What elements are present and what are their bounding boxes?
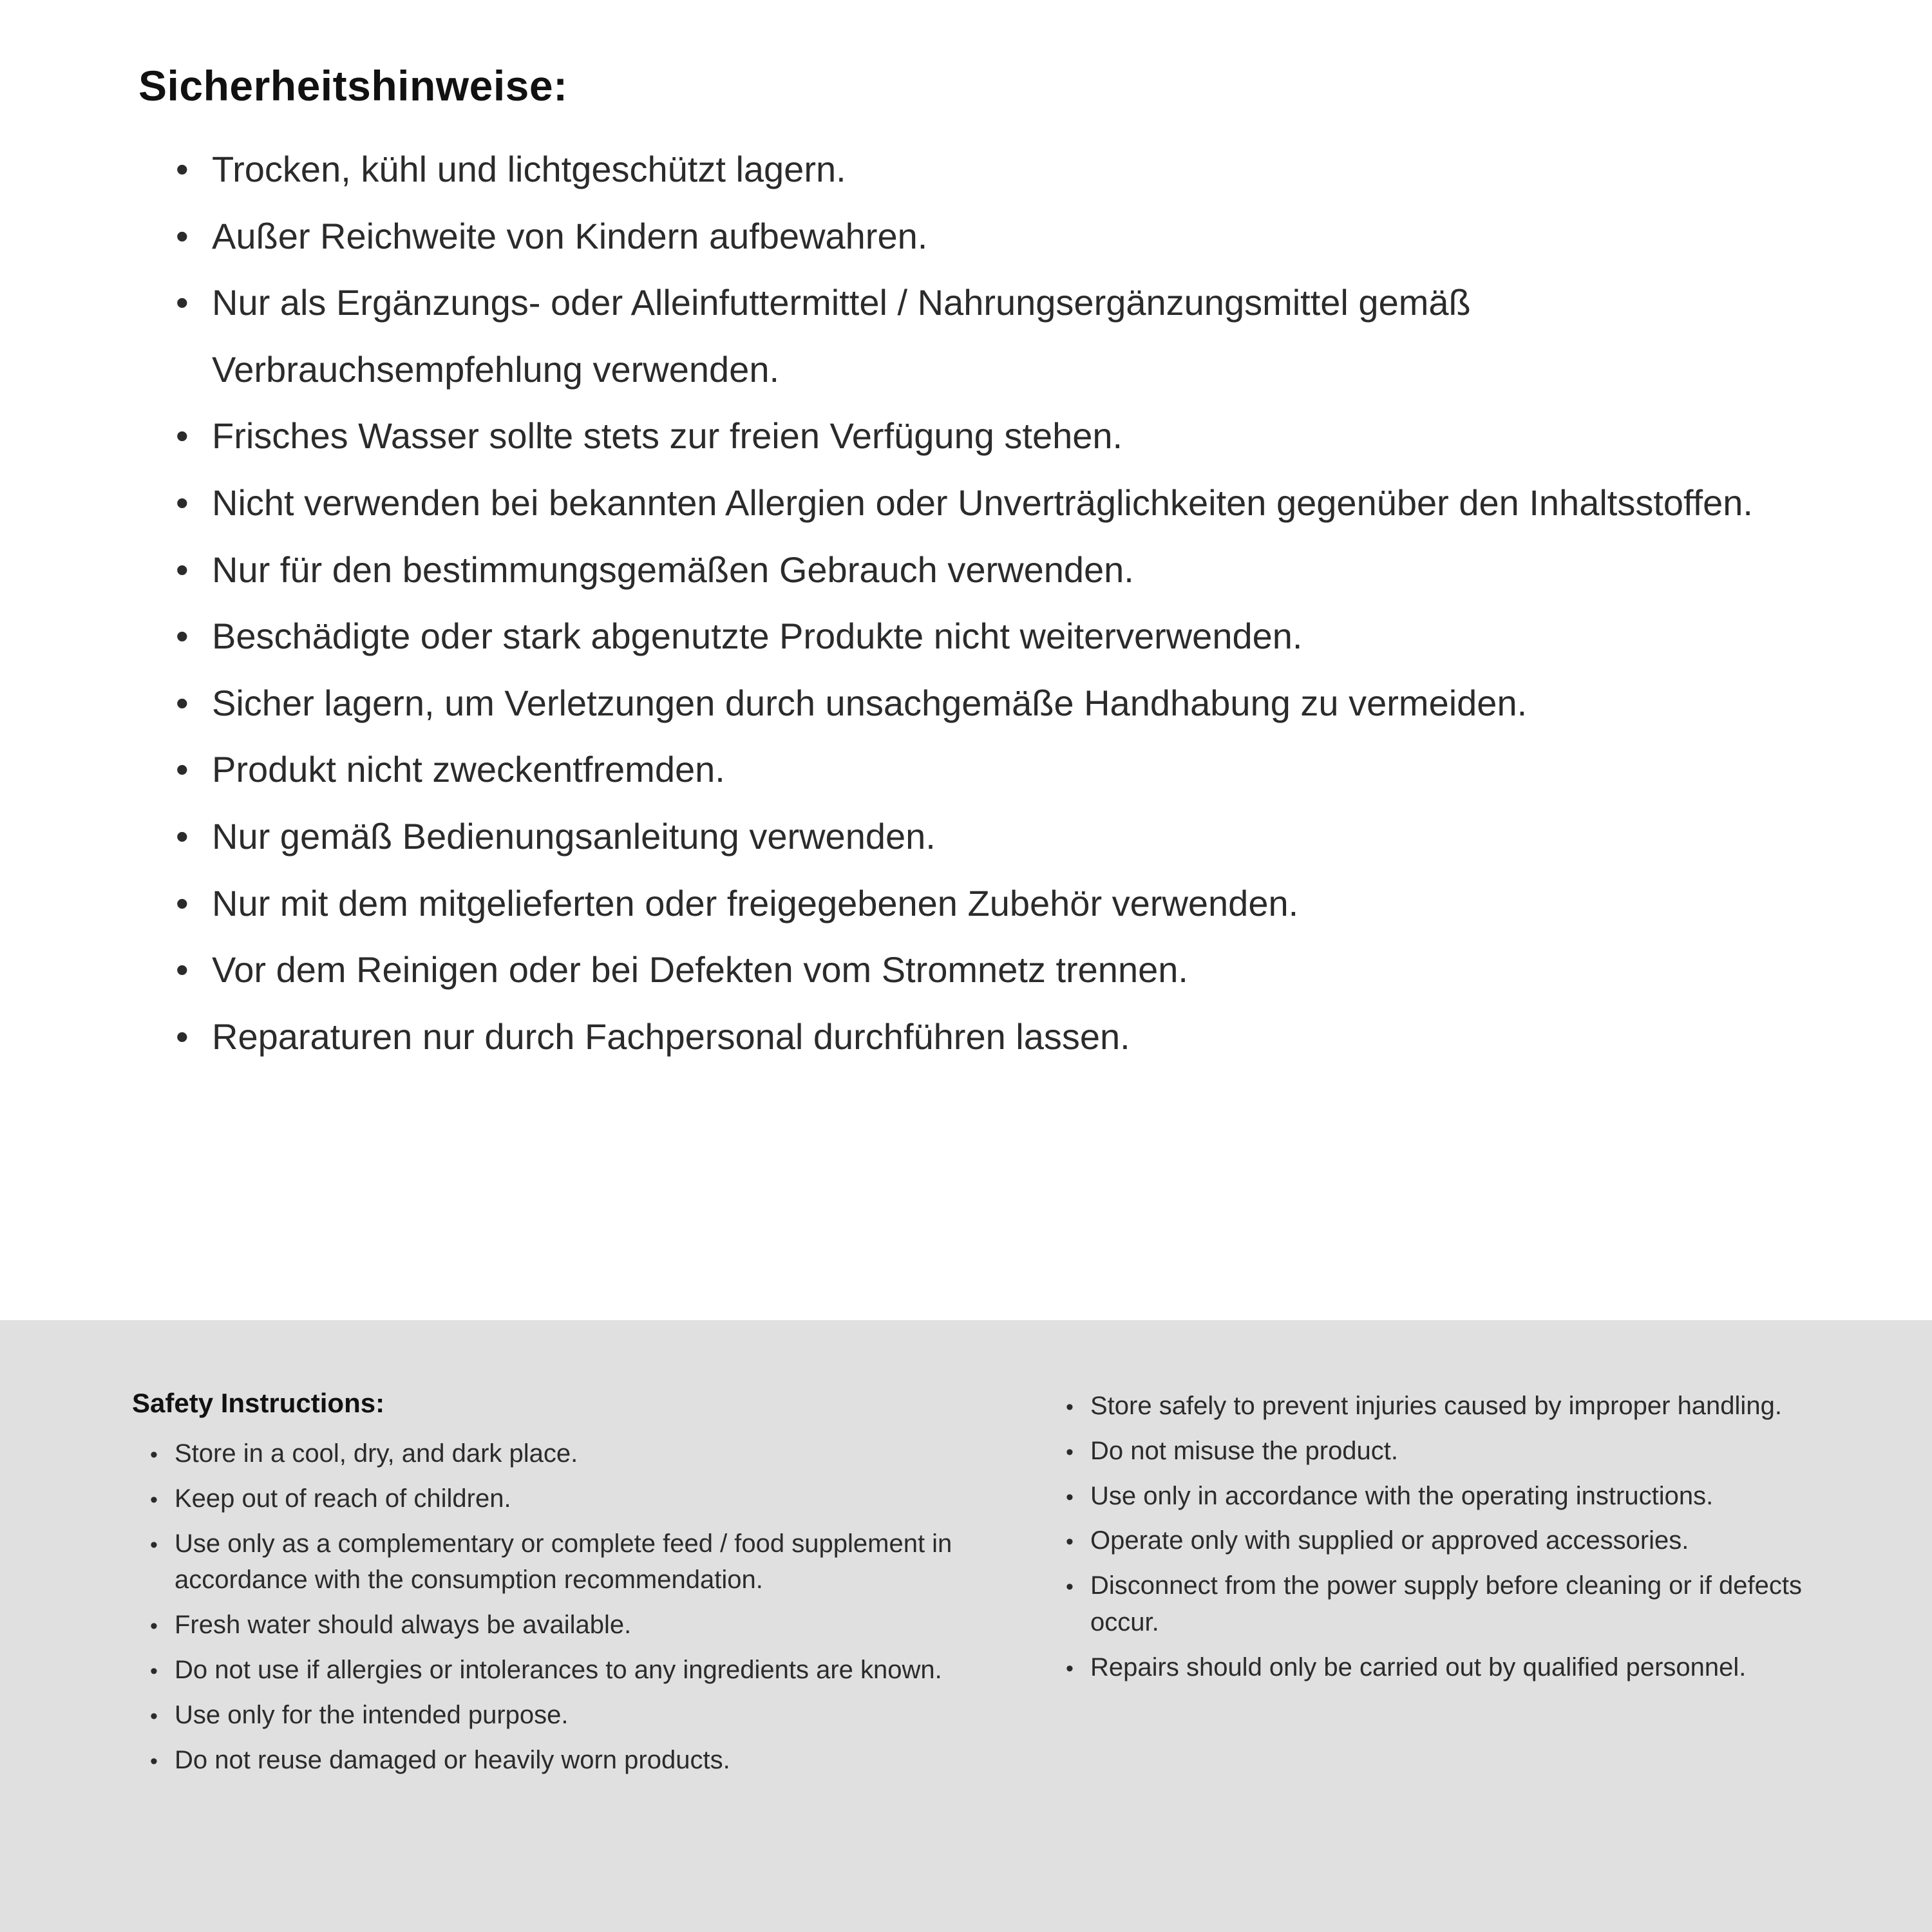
bullet-icon: • bbox=[176, 616, 189, 657]
list-item bbox=[176, 269, 1800, 402]
list-item-text: Sicher lagern, um Verletzungen durch unsachgemäße Handhabung zu vermeiden. bbox=[212, 682, 1528, 723]
list-item bbox=[1066, 1567, 1871, 1641]
bullet-icon: • bbox=[150, 1658, 158, 1683]
list-item-text: Keep out of reach of children. bbox=[175, 1484, 511, 1513]
english-left-column bbox=[132, 1388, 989, 1932]
bullet-icon: • bbox=[1066, 1530, 1074, 1555]
list-item-text: Use only as a complementary or complete feed / food supplement in accordance with the consumption recommendation. bbox=[175, 1529, 952, 1595]
list-item bbox=[1066, 1478, 1871, 1515]
german-section-title: Sicherheitshinweise: bbox=[138, 62, 568, 109]
list-item bbox=[176, 936, 1800, 1003]
list-item bbox=[1066, 1388, 1871, 1425]
bullet-icon: • bbox=[176, 415, 189, 457]
bullet-icon: • bbox=[176, 882, 189, 923]
list-item-text: Nur für den bestimmungsgemäßen Gebrauch verwenden. bbox=[212, 549, 1134, 590]
list-item bbox=[176, 203, 1800, 270]
list-item-text: Nur gemäß Bedienungsanleitung verwenden. bbox=[212, 815, 936, 857]
english-safety-list-left bbox=[132, 1435, 989, 1778]
list-item-text: Außer Reichweite von Kindern aufbewahren. bbox=[212, 215, 928, 256]
bullet-icon: • bbox=[176, 682, 189, 723]
bullet-icon: • bbox=[1066, 1575, 1074, 1600]
list-item bbox=[176, 402, 1800, 469]
bullet-icon: • bbox=[176, 215, 189, 256]
list-item bbox=[176, 1003, 1800, 1070]
list-item bbox=[150, 1697, 989, 1734]
list-item bbox=[1066, 1522, 1871, 1559]
bullet-icon: • bbox=[150, 1443, 158, 1467]
bullet-icon: • bbox=[1066, 1395, 1074, 1419]
list-item bbox=[150, 1526, 989, 1599]
list-item-text: Do not reuse damaged or heavily worn products. bbox=[175, 1745, 730, 1774]
bullet-icon: • bbox=[176, 482, 189, 523]
list-item-text: Nur als Ergänzungs- oder Alleinfuttermittel / Nahrungsergänzungsmittel gemäß Verbrauchsempfehlung verwenden. bbox=[212, 282, 1471, 390]
list-item bbox=[176, 469, 1800, 536]
list-item-text: Produkt nicht zweckentfremden. bbox=[212, 749, 725, 790]
list-item bbox=[150, 1435, 989, 1472]
bullet-icon: • bbox=[176, 749, 189, 790]
english-section-title: Safety Instructions: bbox=[132, 1388, 385, 1418]
bullet-icon: • bbox=[176, 549, 189, 590]
list-item bbox=[176, 536, 1800, 603]
list-item-text: Store in a cool, dry, and dark place. bbox=[175, 1439, 578, 1468]
bullet-icon: • bbox=[1066, 1484, 1074, 1510]
bullet-icon: • bbox=[150, 1748, 158, 1774]
list-item-text: Use only for the intended purpose. bbox=[175, 1700, 569, 1729]
list-item-text: Use only in accordance with the operating instructions. bbox=[1090, 1481, 1714, 1510]
list-item bbox=[176, 736, 1800, 803]
list-item bbox=[150, 1607, 989, 1643]
bullet-icon: • bbox=[176, 282, 189, 323]
list-item-text: Nur mit dem mitgelieferten oder freigegebenen Zubehör verwenden. bbox=[212, 882, 1299, 923]
bullet-icon: • bbox=[150, 1487, 158, 1512]
list-item bbox=[176, 603, 1800, 670]
bullet-icon: • bbox=[150, 1532, 158, 1557]
bullet-icon: • bbox=[150, 1614, 158, 1639]
list-item-text: Repairs should only be carried out by qualified personnel. bbox=[1090, 1653, 1747, 1681]
list-item bbox=[176, 670, 1800, 737]
list-item-text: Operate only with supplied or approved accessories. bbox=[1090, 1526, 1689, 1555]
english-safety-list-right bbox=[1066, 1388, 1871, 1686]
list-item bbox=[150, 1652, 989, 1689]
list-item-text: Frisches Wasser sollte stets zur freien Verfügung stehen. bbox=[212, 415, 1123, 457]
list-item bbox=[150, 1742, 989, 1779]
list-item-text: Vor dem Reinigen oder bei Defekten vom Stromnetz trennen. bbox=[212, 949, 1188, 990]
list-item bbox=[1066, 1649, 1871, 1686]
list-item-text: Do not misuse the product. bbox=[1090, 1436, 1399, 1465]
list-item bbox=[176, 136, 1800, 203]
list-item-text: Trocken, kühl und lichtgeschützt lagern. bbox=[212, 149, 846, 189]
list-item bbox=[176, 870, 1800, 937]
list-item bbox=[150, 1481, 989, 1517]
english-safety-section bbox=[0, 1320, 1932, 1932]
english-right-column bbox=[1066, 1388, 1871, 1932]
list-item-text: Reparaturen nur durch Fachpersonal durchführen lassen. bbox=[212, 1016, 1130, 1057]
bullet-icon: • bbox=[176, 149, 189, 189]
bullet-icon: • bbox=[1066, 1439, 1074, 1464]
bullet-icon: • bbox=[150, 1703, 158, 1728]
bullet-icon: • bbox=[176, 815, 189, 857]
list-item-text: Fresh water should always be available. bbox=[175, 1611, 632, 1640]
list-item bbox=[176, 803, 1800, 870]
german-safety-list bbox=[138, 136, 1800, 1070]
list-item-text: Disconnect from the power supply before cleaning or if defects occur. bbox=[1090, 1571, 1803, 1636]
list-item-text: Do not use if allergies or intolerances to any ingredients are known. bbox=[175, 1655, 942, 1684]
bullet-icon: • bbox=[1066, 1656, 1074, 1681]
list-item-text: Nicht verwenden bei bekannten Allergien oder Unverträglichkeiten gegenüber den Inhaltsstoffen. bbox=[212, 482, 1753, 523]
list-item-text: Store safely to prevent injuries caused by improper handling. bbox=[1090, 1392, 1782, 1420]
bullet-icon: • bbox=[176, 949, 189, 990]
bullet-icon: • bbox=[176, 1016, 189, 1057]
list-item-text: Beschädigte oder stark abgenutzte Produkte nicht weiterverwenden. bbox=[212, 616, 1303, 657]
list-item bbox=[1066, 1433, 1871, 1470]
